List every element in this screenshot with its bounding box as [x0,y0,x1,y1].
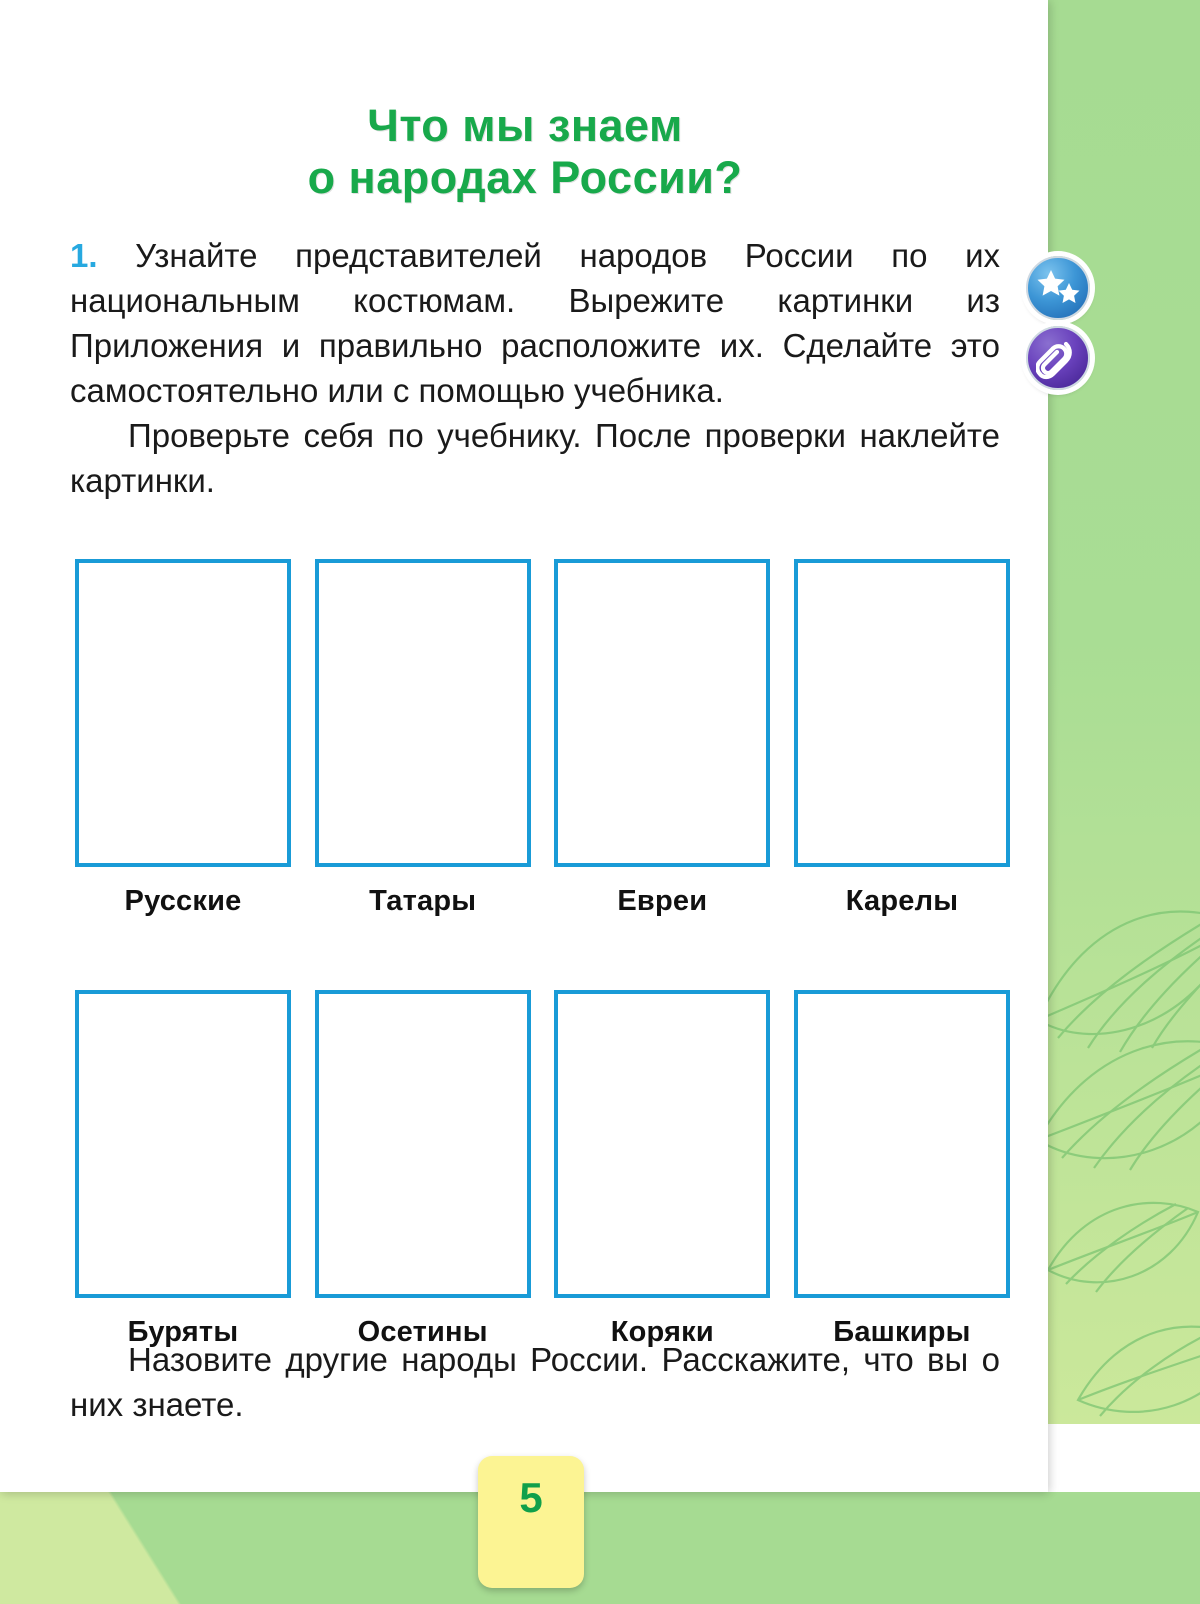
task-paragraph-1-text: Узнайте представителей народов России по их национальным костюмам. Вырежите картинки из Приложения и правильно расположите их. Сделайте это самостоятельно или с помощью учебника. [70,237,1000,409]
task-block [70,233,1000,503]
sticker-box[interactable] [554,559,770,867]
sticker-row-1 [75,559,1010,918]
sticker-cell-russkie [75,559,291,918]
sticker-label: Коряки [610,1316,714,1348]
right-green-strip [1048,0,1200,1424]
sticker-box[interactable] [315,559,531,867]
sticker-cell-osetiny [315,990,531,1349]
task-number: 1. [70,237,98,274]
sticker-cell-bashkiry [794,990,1010,1349]
sticker-box[interactable] [794,559,1010,867]
sticker-box[interactable] [794,990,1010,1298]
sticker-label: Русские [124,885,242,917]
bottom-green-triangle [0,1492,300,1604]
closing-block [70,1337,1000,1427]
sticker-label: Осетины [357,1316,488,1348]
page-number-chip [478,1456,584,1588]
stars-badge[interactable] [1026,256,1090,320]
task-paragraph-1 [70,233,1000,413]
sticker-cell-karely [794,559,1010,918]
sticker-cell-koryaki [554,990,770,1349]
sticker-row-2 [75,990,1010,1349]
page-title-line-1: Что мы знаем [367,100,683,151]
page-title [60,100,990,204]
sticker-label: Татары [369,885,477,917]
sticker-label: Буряты [127,1316,239,1348]
page-title-line-2: о народах России? [307,152,743,203]
sticker-box[interactable] [315,990,531,1298]
sticker-box[interactable] [75,559,291,867]
closing-paragraph: Назовите другие народы России. Расскажите, что вы о них знаете. [70,1341,1000,1423]
sticker-label: Евреи [617,885,708,917]
sticker-label: Карелы [845,885,959,917]
sticker-cell-evrei [554,559,770,918]
sticker-box[interactable] [75,990,291,1298]
sticker-grid [75,559,1010,1349]
paperclip-icon [1036,335,1080,381]
two-stars-icon [1035,268,1081,308]
paperclip-badge[interactable] [1026,326,1090,390]
sticker-box[interactable] [554,990,770,1298]
sticker-cell-buryaty [75,990,291,1349]
page-number: 5 [519,1474,543,1521]
sticker-cell-tatary [315,559,531,918]
sticker-label: Башкиры [833,1316,971,1348]
task-paragraph-2: Проверьте себя по учебнику. После проверки наклейте картинки. [70,417,1000,499]
